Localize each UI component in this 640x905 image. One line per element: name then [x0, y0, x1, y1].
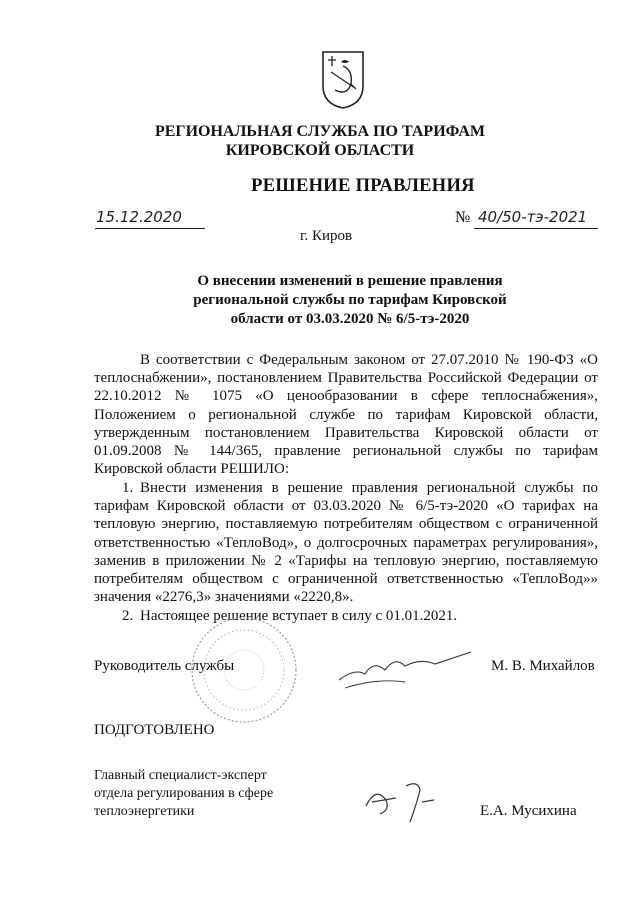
organization-name-line1: РЕГИОНАЛЬНАЯ СЛУЖБА ПО ТАРИФАМ [154, 123, 486, 140]
subject-line3: области от 03.03.2020 № 6/5-тэ-2020 [230, 311, 470, 327]
specialist-signature [360, 776, 460, 826]
date-underline [95, 228, 205, 229]
subject-line2: региональной службы по тарифам Кировской [193, 292, 507, 308]
decision-number: 40/50-тэ-2021 [478, 208, 588, 226]
number-sign: № [455, 209, 471, 226]
specialist-position-line1: Главный специалист-эксперт [94, 768, 267, 783]
document-title: РЕШЕНИЕ ПРАВЛЕНИЯ [251, 176, 475, 196]
organization-name-line2: КИРОВСКОЙ ОБЛАСТИ [225, 142, 415, 159]
item-2-number: 2. [122, 608, 134, 624]
item-2 [94, 607, 598, 625]
number-underline [474, 228, 598, 229]
preamble-paragraph: В соответствии с Федеральным законом от 27.07.2010 № 190-ФЗ «О теплоснабжении», постановлением Правительства Российской Федерации от 22.10.2012 № 1075 «О ценообразовании в сфере теплоснабжения», Положением о региональной службе по тарифам Кировской области, утвержденным постановлением Правительства Кировской области от 01.09.2008 № 144/365, правление региональной службы по тарифам Кировской области РЕШИЛО: [94, 352, 598, 478]
item-1-text: Внести изменения в решение правления региональной службы по тарифам Кировской области от 03.03.2020 № 6/5-тэ-2020 «О тарифах на тепловую энергию, поставляемую потребителям обществом с ограниченной ответственностью «ТеплоВод», о долгосрочных параметрах регулирования», заменив в приложении № 2 «Тарифы на тепловую энергию, поставляемую потребителям обществом с ограниченной ответственностью «ТеплоВод»» значения «2276,3» значениями «2220,8». [94, 480, 598, 606]
item-1-number: 1. [122, 480, 134, 496]
specialist-position-line2: отдела регулирования в сфере [94, 786, 274, 801]
head-name: М. В. Михайлов [491, 658, 595, 674]
specialist-position [94, 767, 273, 821]
decision-subject [160, 272, 540, 329]
specialist-position-line3: теплоэнергетики [94, 804, 195, 819]
head-position-label: Руководитель службы [94, 658, 235, 674]
prepared-label: ПОДГОТОВЛЕНО [94, 722, 215, 738]
city: г. Киров [300, 228, 353, 244]
coat-of-arms-emblem [321, 50, 365, 110]
decision-date: 15.12.2020 [96, 208, 182, 226]
subject-line1: О внесении изменений в решение правления [197, 273, 503, 289]
head-signature [335, 648, 475, 692]
item-1 [94, 479, 598, 606]
specialist-name: Е.А. Мусихина [480, 803, 577, 819]
item-2-text: Настоящее решение вступает в силу с 01.01.2021. [140, 608, 458, 624]
